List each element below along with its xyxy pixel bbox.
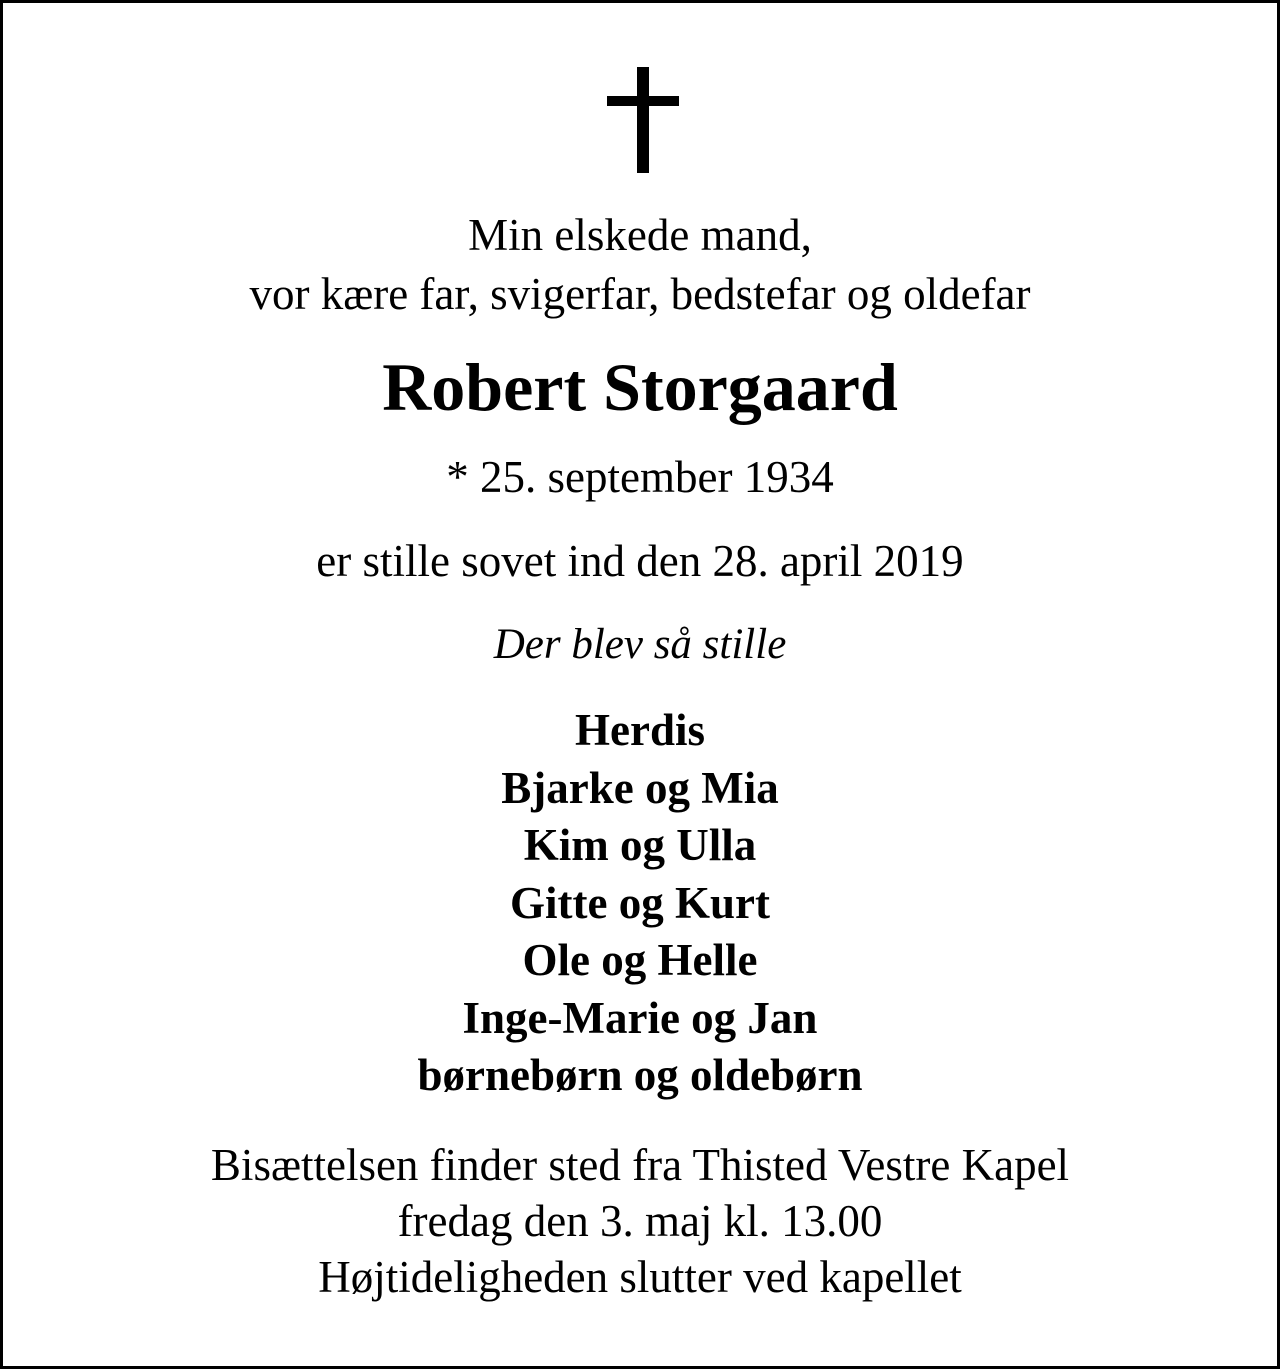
cross-icon — [607, 67, 679, 173]
intro-text — [3, 206, 1277, 324]
death-date: er stille sovet ind den 28. april 2019 — [316, 536, 964, 586]
intro-line: vor kære far, svigerfar, bedstefar og oldefar — [249, 269, 1031, 319]
service-info — [3, 1137, 1277, 1305]
family-member: Gitte og Kurt — [510, 877, 770, 928]
family-member: Ole og Helle — [522, 935, 758, 985]
cross-vertical-bar — [637, 67, 649, 173]
family-member: Bjarke og Mia — [501, 762, 779, 813]
service-line: fredag den 3. maj kl. 13.00 — [397, 1196, 883, 1246]
verse-text: Der blev så stille — [493, 621, 787, 668]
family-member: børnebørn og oldebørn — [417, 1050, 863, 1100]
birth-date: * 25. september 1934 — [446, 452, 834, 502]
service-line: Højtideligheden slutter ved kapellet — [318, 1252, 962, 1302]
deceased-name: Robert Storgaard — [382, 349, 898, 425]
intro-line: Min elskede mand, — [468, 210, 812, 260]
family-list — [3, 702, 1277, 1105]
family-member: Kim og Ulla — [523, 820, 757, 870]
cross-horizontal-bar — [607, 96, 679, 106]
family-member: Herdis — [575, 705, 705, 755]
family-member: Inge-Marie og Jan — [462, 992, 818, 1043]
service-line: Bisættelsen finder sted fra Thisted Vestre Kapel — [210, 1140, 1070, 1190]
